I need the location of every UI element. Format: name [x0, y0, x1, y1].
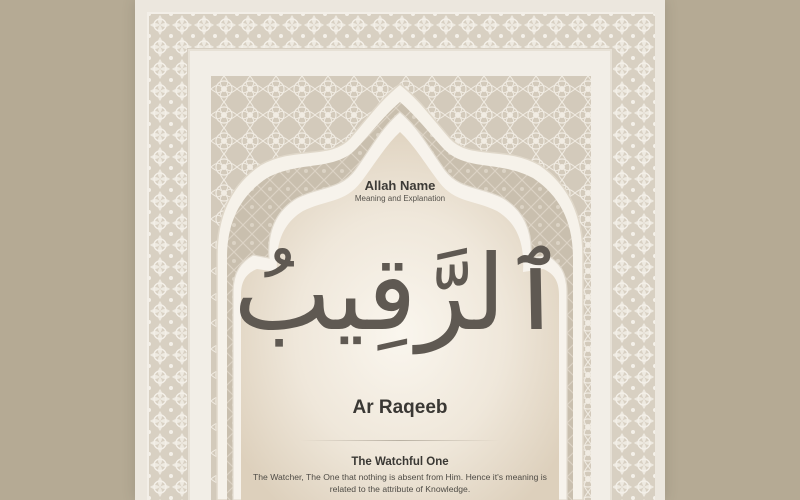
page-title: Allah Name — [364, 178, 436, 193]
name-card — [135, 0, 665, 500]
page-subtitle: Meaning and Explanation — [354, 194, 446, 203]
background-right — [665, 0, 800, 500]
transliterated-name: Ar Raqeeb — [352, 397, 448, 418]
background-left — [0, 0, 135, 500]
meaning-description: The Watcher, The One that nothing is absent from Him. Hence it's meaning is related to the attribute of Knowledge. — [253, 472, 547, 494]
arabic-calligraphy: ٱلرَّقِيبُ — [233, 232, 567, 354]
content-area — [135, 0, 665, 500]
meaning-title: The Watchful One — [351, 456, 449, 468]
divider — [300, 440, 500, 441]
